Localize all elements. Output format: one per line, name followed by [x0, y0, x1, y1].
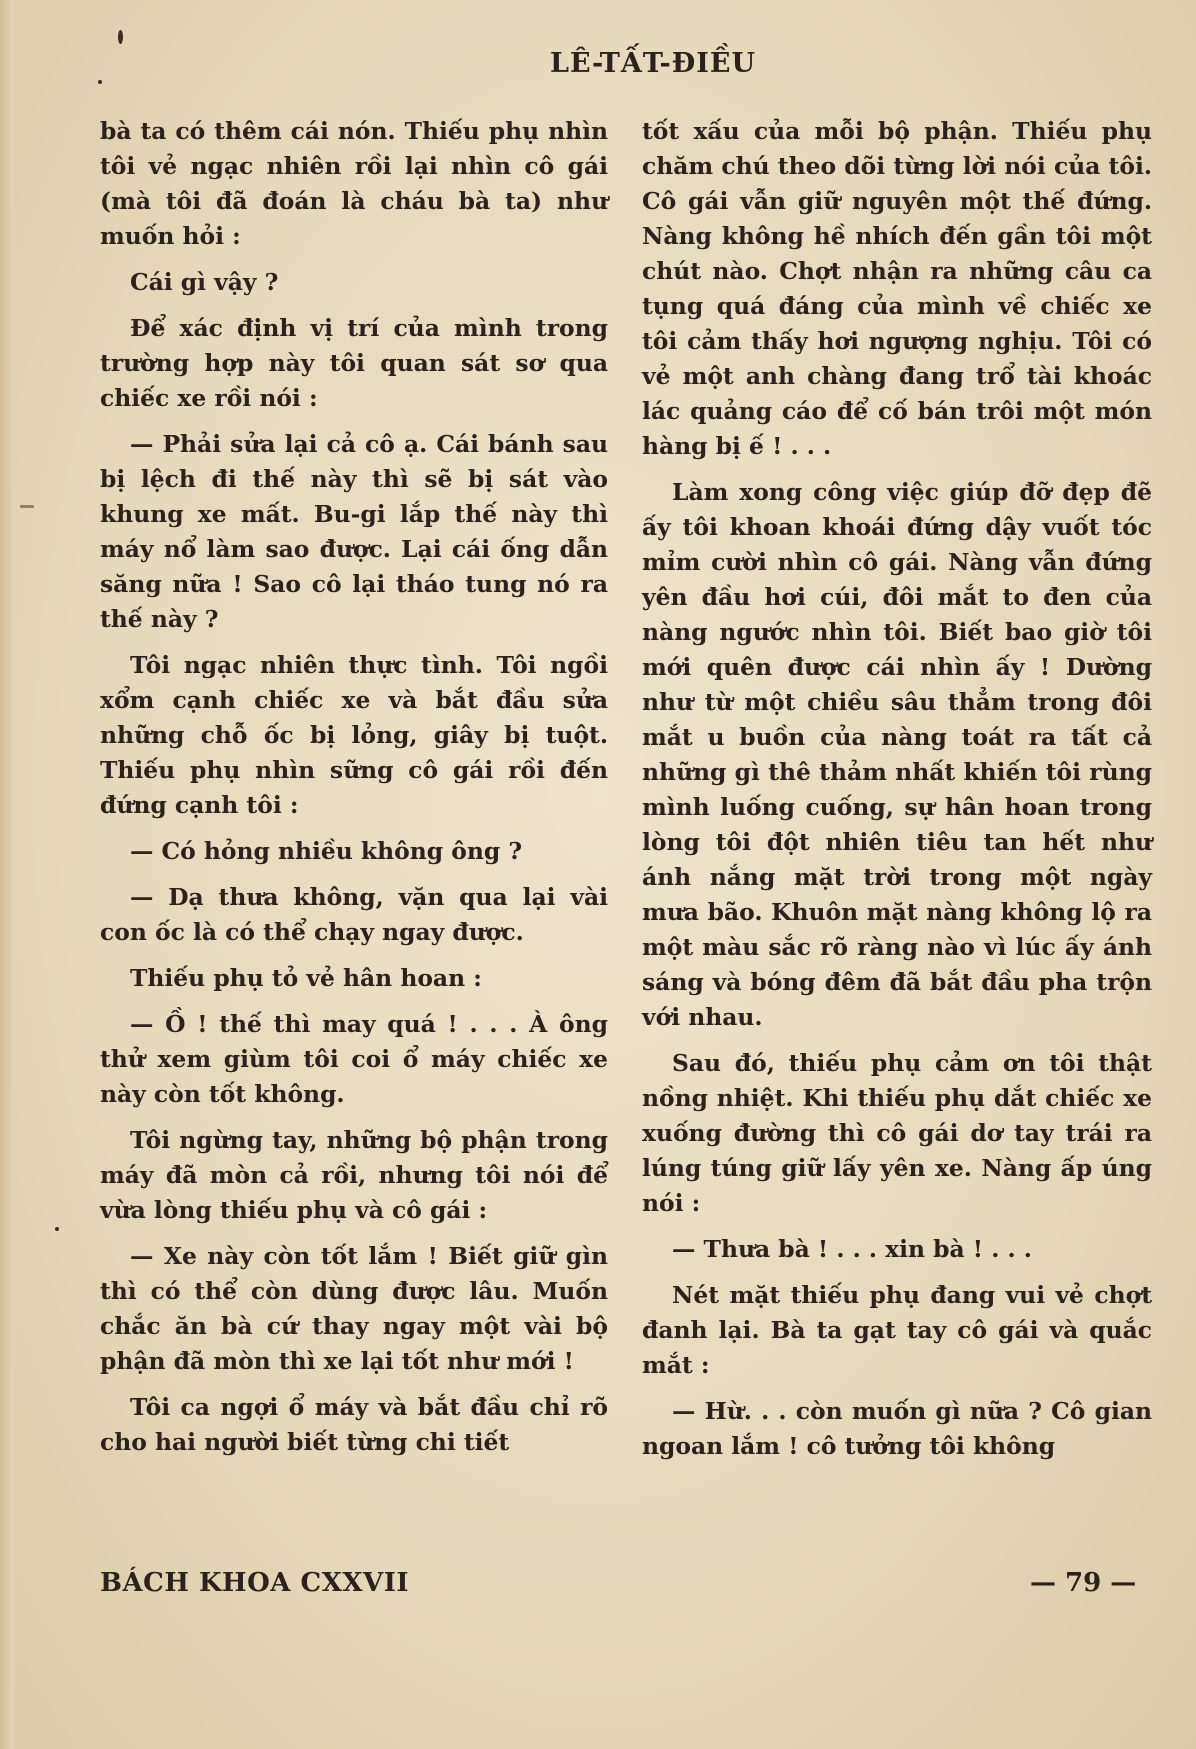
paragraph: Nét mặt thiếu phụ đang vui vẻ chợt đanh lại. Bà ta gạt tay cô gái và quắc mắt : — [642, 1281, 1152, 1379]
paragraph: Thiếu phụ tỏ vẻ hân hoan : — [130, 964, 482, 992]
magazine-issue: BÁCH KHOA CXXVII — [100, 1568, 410, 1598]
paragraph: — Có hỏng nhiều không ông ? — [130, 837, 523, 865]
paper-edge — [0, 0, 14, 1749]
paragraph: Để xác định vị trí của mình trong trường hợp này tôi quan sát sơ qua chiếc xe rồi nói : — [100, 314, 608, 412]
ink-speck — [20, 505, 34, 508]
paragraph: — Hừ. . . còn muốn gì nữa ? Cô gian ngoan lắm ! cô tưởng tôi không — [642, 1397, 1152, 1460]
paragraph: Tôi ngạc nhiên thực tình. Tôi ngồi xổm cạnh chiếc xe và bắt đầu sửa những chỗ ốc bị lỏng, giây bị tuột. Thiếu phụ nhìn sững cô gái rồi đến đứng cạnh tôi : — [100, 651, 608, 819]
paragraph: Sau đó, thiếu phụ cảm ơn tôi thật nồng nhiệt. Khi thiếu phụ dắt chiếc xe xuống đường thì cô gái dơ tay trái ra lúng túng giữ lấy yên xe. Nàng ấp úng nói : — [642, 1049, 1152, 1217]
author-header: LÊ-TẤT-ĐIỀU — [549, 48, 757, 79]
paragraph: Tôi ngừng tay, những bộ phận trong máy đã mòn cả rồi, nhưng tôi nói để vừa lòng thiếu phụ và cô gái : — [100, 1126, 608, 1224]
ink-speck — [98, 80, 102, 84]
ink-speck — [55, 1227, 59, 1231]
paragraph: — Dạ thưa không, vặn qua lại vài con ốc là có thể chạy ngay được. — [100, 883, 608, 946]
right-column — [642, 114, 1152, 1475]
paragraph: — Ồ ! thế thì may quá ! . . . À ông thử xem giùm tôi coi ổ máy chiếc xe này còn tốt không. — [100, 1010, 608, 1108]
paragraph: tốt xấu của mỗi bộ phận. Thiếu phụ chăm chú theo dõi từng lời nói của tôi. Cô gái vẫn giữ nguyên một thế đứng. Nàng không hề nhích đến gần tôi một chút nào. Chợt nhận ra những câu ca tụng quá đáng của mình về chiếc xe tôi cảm thấy hơi ngượng nghịu. Tôi có vẻ một anh chàng đang trổ tài khoác lác quảng cáo để cố bán trôi một món hàng bị ế ! . . . — [642, 117, 1152, 460]
page-number: — 79 — — [1030, 1568, 1137, 1598]
paragraph: Cái gì vậy ? — [130, 268, 279, 296]
left-column — [100, 114, 608, 1471]
paragraph: — Phải sửa lại cả cô ạ. Cái bánh sau bị lệch đi thế này thì sẽ bị sát vào khung xe mất. Bu-gi lắp thế này thì máy nổ làm sao được. Lại cái ống dẫn săng nữa ! Sao cô lại tháo tung nó ra thế này ? — [100, 430, 608, 633]
paragraph: Tôi ca ngợi ổ máy và bắt đầu chỉ rõ cho hai người biết từng chi tiết — [100, 1393, 608, 1456]
paragraph: Làm xong công việc giúp đỡ đẹp đẽ ấy tôi khoan khoái đứng dậy vuốt tóc mỉm cười nhìn cô gái. Nàng vẫn đứng yên đầu hơi cúi, đôi mắt to đen của nàng ngước nhìn tôi. Biết bao giờ tôi mới quên được cái nhìn ấy ! Dường như từ một chiều sâu thẳm trong đôi mắt u buồn của nàng toát ra tất cả những gì thê thảm nhất khiến tôi rùng mình luống cuống, sự hân hoan trong lòng tôi đột nhiên tiêu tan hết như ánh nắng mặt trời trong một ngày mưa bão. Khuôn mặt nàng không lộ ra một màu sắc rõ ràng nào vì lúc ấy ánh sáng và bóng đêm đã bắt đầu pha trộn với nhau. — [642, 478, 1152, 1031]
paragraph: — Thưa bà ! . . . xin bà ! . . . — [672, 1235, 1032, 1263]
paragraph: bà ta có thêm cái nón. Thiếu phụ nhìn tôi vẻ ngạc nhiên rồi lại nhìn cô gái (mà tôi đã đoán là cháu bà ta) như muốn hỏi : — [100, 117, 608, 250]
paragraph: — Xe này còn tốt lắm ! Biết giữ gìn thì có thể còn dùng được lâu. Muốn chắc ăn bà cứ thay ngay một vài bộ phận đã mòn thì xe lại tốt như mới ! — [100, 1242, 608, 1375]
ink-speck — [118, 30, 123, 44]
